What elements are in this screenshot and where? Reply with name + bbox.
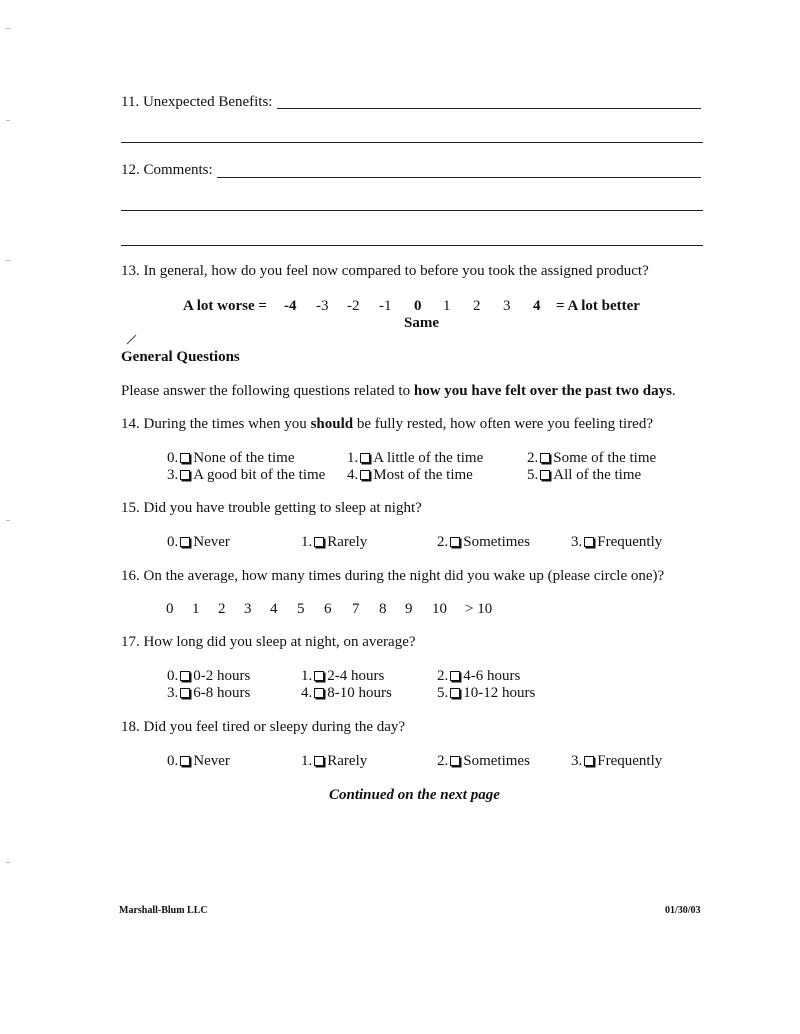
scan-mark: [6, 862, 10, 863]
option-text: Some of the time: [553, 450, 657, 466]
option-text: Never: [193, 534, 230, 550]
scale-value[interactable]: 4: [533, 298, 541, 314]
q14-question: [121, 416, 653, 433]
option-text: Never: [193, 753, 230, 769]
option-text: Most of the time: [373, 467, 473, 483]
wake-count-option[interactable]: 0: [166, 601, 174, 617]
q18-option-1[interactable]: [301, 753, 367, 770]
q14-option-1[interactable]: [347, 450, 483, 467]
q11-answer-line-2[interactable]: [121, 142, 703, 143]
option-num: 0.: [167, 668, 179, 684]
option-num: 5.: [527, 467, 539, 483]
footer-company: Marshall-Blum LLC: [119, 905, 208, 916]
q14-prefix: 14. During the times when you: [121, 416, 311, 432]
option-num: 2.: [527, 450, 539, 466]
intro-bold: how you have felt over the past two days: [413, 383, 672, 399]
pen-mark: [126, 333, 138, 345]
q18-question: 18. Did you feel tired or sleepy during the day?: [121, 719, 406, 735]
q12-label: 12. Comments:: [121, 162, 213, 178]
checkbox-icon[interactable]: [450, 756, 460, 766]
intro-prefix: Please answer the following questions related to: [121, 383, 414, 399]
checkbox-icon[interactable]: [584, 756, 594, 766]
q15-option-0[interactable]: [167, 534, 230, 551]
checkbox-icon[interactable]: [314, 671, 324, 681]
option-text: 6-8 hours: [193, 685, 251, 701]
checkbox-icon[interactable]: [450, 537, 460, 547]
q13-left-label: A lot worse =: [183, 298, 267, 314]
q14-suffix: be fully rested, how often were you feeling tired?: [353, 416, 653, 432]
option-text: 2-4 hours: [327, 668, 385, 684]
q14-bold: should: [310, 416, 354, 432]
scale-value[interactable]: 3: [503, 298, 511, 314]
option-num: 2.: [437, 753, 449, 769]
q17-question: 17. How long did you sleep at night, on average?: [121, 634, 416, 650]
q16-question: 16. On the average, how many times during the night did you wake up (please circle one)?: [121, 568, 665, 584]
checkbox-icon[interactable]: [540, 470, 550, 480]
wake-count-option[interactable]: 2: [218, 601, 226, 617]
q18-option-0[interactable]: [167, 753, 230, 770]
checkbox-icon[interactable]: [540, 453, 550, 463]
option-text: 0-2 hours: [193, 668, 251, 684]
q12-answer-line-1[interactable]: [217, 177, 701, 178]
option-text: Rarely: [327, 534, 368, 550]
checkbox-icon[interactable]: [450, 688, 460, 698]
wake-count-option[interactable]: 5: [297, 601, 305, 617]
q15-option-1[interactable]: [301, 534, 367, 551]
option-num: 4.: [301, 685, 313, 701]
option-num: 5.: [437, 685, 449, 701]
q13-right-label: = A lot better: [556, 298, 640, 314]
section-heading: General Questions: [121, 349, 240, 365]
option-num: 1.: [347, 450, 359, 466]
q17-option-3[interactable]: [167, 685, 250, 702]
q11-label: 11. Unexpected Benefits:: [121, 94, 273, 110]
scan-mark: [6, 260, 10, 261]
option-num: 2.: [437, 668, 449, 684]
checkbox-icon[interactable]: [584, 537, 594, 547]
option-text: A little of the time: [373, 450, 484, 466]
checkbox-icon[interactable]: [314, 537, 324, 547]
wake-count-option[interactable]: 1: [192, 601, 200, 617]
option-text: 8-10 hours: [327, 685, 392, 701]
scale-value[interactable]: 0: [414, 298, 422, 314]
option-text: Rarely: [327, 753, 368, 769]
q15-option-3[interactable]: [571, 534, 662, 551]
q14-option-2[interactable]: [527, 450, 656, 467]
wake-count-option[interactable]: 3: [244, 601, 252, 617]
scan-mark: [6, 520, 10, 521]
continued-note: Continued on the next page: [329, 787, 500, 803]
footer-date: 01/30/03: [665, 905, 701, 916]
q14-option-3[interactable]: [167, 467, 325, 484]
option-num: 0.: [167, 753, 179, 769]
checkbox-icon[interactable]: [180, 671, 190, 681]
scale-value[interactable]: 1: [443, 298, 451, 314]
option-num: 3.: [571, 534, 583, 550]
q12-answer-line-3[interactable]: [121, 245, 703, 246]
q14-option-5[interactable]: [527, 467, 641, 484]
option-num: 2.: [437, 534, 449, 550]
q17-option-5[interactable]: [437, 685, 535, 702]
q17-option-1[interactable]: [301, 668, 384, 685]
option-num: 0.: [167, 534, 179, 550]
option-text: 10-12 hours: [463, 685, 536, 701]
option-num: 1.: [301, 753, 313, 769]
option-num: 3.: [167, 467, 179, 483]
q18-option-2[interactable]: [437, 753, 530, 770]
option-text: None of the time: [193, 450, 295, 466]
option-text: 4-6 hours: [463, 668, 521, 684]
section-intro: [121, 383, 676, 400]
checkbox-icon[interactable]: [180, 537, 190, 547]
option-text: Frequently: [597, 753, 663, 769]
checkbox-icon[interactable]: [180, 453, 190, 463]
q14-option-0[interactable]: [167, 450, 294, 467]
q15-question: 15. Did you have trouble getting to sleep at night?: [121, 500, 422, 516]
scan-mark: [6, 120, 10, 121]
checkbox-icon[interactable]: [314, 688, 324, 698]
wake-count-option[interactable]: 6: [324, 601, 332, 617]
scale-value[interactable]: -4: [284, 298, 297, 314]
q17-option-2[interactable]: [437, 668, 520, 685]
q17-option-4[interactable]: [301, 685, 392, 702]
option-num: 1.: [301, 534, 313, 550]
q13-question: 13. In general, how do you feel now compared to before you took the assigned product?: [121, 263, 649, 279]
q17-option-0[interactable]: [167, 668, 250, 685]
scale-value[interactable]: -1: [379, 298, 392, 314]
q14-option-4[interactable]: [347, 467, 473, 484]
q11-answer-line-1[interactable]: [277, 108, 701, 109]
option-text: Sometimes: [463, 753, 530, 769]
option-text: All of the time: [553, 467, 642, 483]
q18-option-3[interactable]: [571, 753, 662, 770]
wake-count-option[interactable]: 4: [270, 601, 278, 617]
checkbox-icon[interactable]: [180, 470, 190, 480]
scale-value[interactable]: -3: [316, 298, 329, 314]
scale-value[interactable]: 2: [473, 298, 481, 314]
wake-count-option[interactable]: 8: [379, 601, 387, 617]
intro-suffix: .: [671, 383, 676, 399]
option-num: 3.: [167, 685, 179, 701]
option-text: Frequently: [597, 534, 663, 550]
option-num: 4.: [347, 467, 359, 483]
wake-count-option[interactable]: 7: [352, 601, 360, 617]
option-num: 0.: [167, 450, 179, 466]
checkbox-icon[interactable]: [180, 688, 190, 698]
option-num: 3.: [571, 753, 583, 769]
q12-answer-line-2[interactable]: [121, 210, 703, 211]
option-num: 1.: [301, 668, 313, 684]
checkbox-icon[interactable]: [314, 756, 324, 766]
scan-mark: [6, 28, 10, 29]
checkbox-icon[interactable]: [450, 671, 460, 681]
wake-count-option[interactable]: 9: [405, 601, 413, 617]
option-text: A good bit of the time: [193, 467, 326, 483]
q13-middle-label: Same: [404, 315, 439, 331]
checkbox-icon[interactable]: [360, 453, 370, 463]
checkbox-icon[interactable]: [180, 756, 190, 766]
checkbox-icon[interactable]: [360, 470, 370, 480]
q15-option-2[interactable]: [437, 534, 530, 551]
scale-value[interactable]: -2: [347, 298, 360, 314]
wake-count-option[interactable]: 10: [432, 601, 447, 617]
wake-count-option[interactable]: > 10: [465, 601, 493, 617]
option-text: Sometimes: [463, 534, 530, 550]
